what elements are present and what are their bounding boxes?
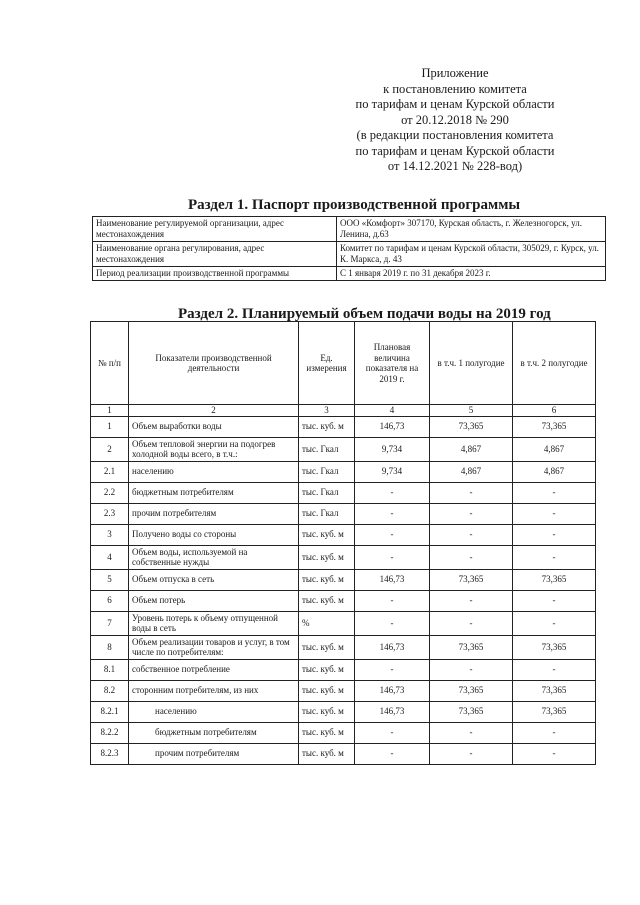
cell-unit: тыс. куб. м xyxy=(299,635,355,659)
passport-label: Наименование органа регулирования, адрес местонахождения xyxy=(93,242,337,267)
cell-n: 6 xyxy=(91,590,129,611)
column-number: 3 xyxy=(299,405,355,417)
cell-name: собственное потребление xyxy=(129,659,299,680)
cell-unit: тыс. Гкал xyxy=(299,503,355,524)
table-row xyxy=(93,267,606,281)
cell-plan: - xyxy=(355,503,430,524)
cell-h1: 73,365 xyxy=(430,416,513,437)
cell-name: Получено воды со стороны xyxy=(129,524,299,545)
cell-plan: - xyxy=(355,659,430,680)
table-row xyxy=(91,680,596,701)
cell-h1: - xyxy=(430,524,513,545)
header-cell: в т.ч. 2 полугодие xyxy=(513,322,596,405)
table-row xyxy=(91,659,596,680)
cell-h2: 4,867 xyxy=(513,461,596,482)
table-row xyxy=(91,461,596,482)
appendix-line: по тарифам и ценам Курской области xyxy=(355,143,555,158)
cell-unit: тыс. куб. м xyxy=(299,659,355,680)
header-cell: Плановая величина показателя на 2019 г. xyxy=(355,322,430,405)
cell-plan: 146,73 xyxy=(355,701,430,722)
appendix-line: от 20.12.2018 № 290 xyxy=(401,112,509,127)
cell-h2: - xyxy=(513,590,596,611)
cell-unit: тыс. куб. м xyxy=(299,416,355,437)
cell-h2: - xyxy=(513,743,596,764)
cell-h1: 73,365 xyxy=(430,635,513,659)
cell-h1: 4,867 xyxy=(430,461,513,482)
cell-unit: тыс. куб. м xyxy=(299,545,355,569)
cell-h1: - xyxy=(430,743,513,764)
cell-h2: - xyxy=(513,611,596,635)
cell-h2: - xyxy=(513,722,596,743)
cell-h2: - xyxy=(513,659,596,680)
volume-table xyxy=(90,321,596,765)
cell-unit: тыс. Гкал xyxy=(299,482,355,503)
passport-value: ООО «Комфорт» 307170, Курская область, г. Железногорск, ул. Ленина, д.63 xyxy=(337,217,606,242)
cell-plan: 146,73 xyxy=(355,680,430,701)
cell-n: 8.2.3 xyxy=(91,743,129,764)
cell-n: 8.1 xyxy=(91,659,129,680)
cell-h2: 73,365 xyxy=(513,701,596,722)
cell-plan: 9,734 xyxy=(355,437,430,461)
cell-n: 2.1 xyxy=(91,461,129,482)
cell-name: Уровень потерь к объему отпущенной воды в сеть xyxy=(129,611,299,635)
cell-h1: 73,365 xyxy=(430,701,513,722)
column-number: 2 xyxy=(129,405,299,417)
cell-n: 1 xyxy=(91,416,129,437)
table-row xyxy=(91,482,596,503)
cell-h2: - xyxy=(513,503,596,524)
cell-h2: 4,867 xyxy=(513,437,596,461)
cell-unit: тыс. куб. м xyxy=(299,701,355,722)
cell-h1: - xyxy=(430,659,513,680)
cell-h2: - xyxy=(513,545,596,569)
header-cell: Показатели производственной деятельности xyxy=(129,322,299,405)
header-cell: в т.ч. 1 полугодие xyxy=(430,322,513,405)
cell-name: бюджетным потребителям xyxy=(129,722,299,743)
cell-n: 8.2 xyxy=(91,680,129,701)
cell-h2: - xyxy=(513,482,596,503)
cell-h1: - xyxy=(430,545,513,569)
table-row xyxy=(91,524,596,545)
table-row xyxy=(91,569,596,590)
cell-unit: тыс. куб. м xyxy=(299,722,355,743)
appendix-line: по тарифам и ценам Курской области xyxy=(355,97,555,111)
passport-table xyxy=(92,216,606,281)
cell-name: сторонним потребителям, из них xyxy=(129,680,299,701)
cell-h1: 73,365 xyxy=(430,569,513,590)
passport-label: Период реализации производственной программы xyxy=(93,267,337,281)
cell-h1: - xyxy=(430,722,513,743)
passport-value: Комитет по тарифам и ценам Курской области, 305029, г. Курск, ул. К. Маркса, д. 43 xyxy=(337,242,606,267)
table-row xyxy=(91,416,596,437)
cell-plan: 146,73 xyxy=(355,416,430,437)
table-row xyxy=(91,611,596,635)
cell-n: 5 xyxy=(91,569,129,590)
cell-n: 2.3 xyxy=(91,503,129,524)
cell-unit: тыс. Гкал xyxy=(299,437,355,461)
cell-name: прочим потребителям xyxy=(129,743,299,764)
cell-plan: 146,73 xyxy=(355,635,430,659)
cell-name: прочим потребителям xyxy=(129,503,299,524)
cell-unit: тыс. куб. м xyxy=(299,590,355,611)
cell-name: населению xyxy=(129,461,299,482)
cell-h1: - xyxy=(430,611,513,635)
cell-name: Объем отпуска в сеть xyxy=(129,569,299,590)
cell-unit: тыс. куб. м xyxy=(299,524,355,545)
column-number: 1 xyxy=(91,405,129,417)
table-row xyxy=(91,635,596,659)
cell-n: 3 xyxy=(91,524,129,545)
cell-plan: - xyxy=(355,590,430,611)
cell-name: Объем тепловой энергии на подогрев холодной воды всего, в т.ч.: xyxy=(129,437,299,461)
cell-plan: - xyxy=(355,611,430,635)
cell-h1: 73,365 xyxy=(430,680,513,701)
cell-n: 8.2.1 xyxy=(91,701,129,722)
section1-title: Раздел 1. Паспорт производственной программы xyxy=(188,197,521,213)
column-number: 5 xyxy=(430,405,513,417)
table-row xyxy=(91,701,596,722)
volume-table-body xyxy=(91,416,596,764)
table-row xyxy=(91,722,596,743)
table-header-row xyxy=(91,322,596,405)
cell-unit: тыс. Гкал xyxy=(299,461,355,482)
cell-name: Объем реализации товаров и услуг, в том числе по потребителям: xyxy=(129,635,299,659)
cell-n: 8 xyxy=(91,635,129,659)
table-row xyxy=(91,545,596,569)
cell-plan: 9,734 xyxy=(355,461,430,482)
cell-name: Объем воды, используемой на собственные нужды xyxy=(129,545,299,569)
appendix-block xyxy=(330,66,580,175)
table-row xyxy=(91,437,596,461)
cell-h2: 73,365 xyxy=(513,569,596,590)
column-number: 4 xyxy=(355,405,430,417)
table-row xyxy=(91,503,596,524)
cell-name: Объем потерь xyxy=(129,590,299,611)
column-number-row xyxy=(91,405,596,417)
passport-value: С 1 января 2019 г. по 31 декабря 2023 г. xyxy=(337,267,606,281)
appendix-line: от 14.12.2021 № 228-вод) xyxy=(387,159,523,173)
cell-h1: - xyxy=(430,482,513,503)
cell-plan: - xyxy=(355,545,430,569)
cell-h1: - xyxy=(430,503,513,524)
table-row xyxy=(93,242,606,267)
cell-plan: 146,73 xyxy=(355,569,430,590)
cell-h2: - xyxy=(513,524,596,545)
header-cell: № п/п xyxy=(91,322,129,405)
cell-unit: тыс. куб. м xyxy=(299,680,355,701)
cell-h1: 4,867 xyxy=(430,437,513,461)
header-cell: Ед. измерения xyxy=(299,322,355,405)
cell-h2: 73,365 xyxy=(513,680,596,701)
cell-h2: 73,365 xyxy=(513,416,596,437)
section2-title: Раздел 2. Планируемый объем подачи воды на 2019 год xyxy=(178,306,551,322)
cell-h2: 73,365 xyxy=(513,635,596,659)
appendix-line: к постановлению комитета xyxy=(383,81,527,96)
appendix-line: Приложение xyxy=(421,66,489,80)
cell-n: 2 xyxy=(91,437,129,461)
cell-name: бюджетным потребителям xyxy=(129,482,299,503)
cell-h1: - xyxy=(430,590,513,611)
table-row xyxy=(91,590,596,611)
cell-plan: - xyxy=(355,743,430,764)
cell-unit: % xyxy=(299,611,355,635)
column-number: 6 xyxy=(513,405,596,417)
cell-unit: тыс. куб. м xyxy=(299,569,355,590)
cell-plan: - xyxy=(355,722,430,743)
cell-plan: - xyxy=(355,482,430,503)
cell-n: 8.2.2 xyxy=(91,722,129,743)
cell-n: 4 xyxy=(91,545,129,569)
cell-name: Объем выработки воды xyxy=(129,416,299,437)
table-row xyxy=(93,217,606,242)
cell-name: населению xyxy=(129,701,299,722)
table-row xyxy=(91,743,596,764)
cell-n: 2.2 xyxy=(91,482,129,503)
passport-label: Наименование регулируемой организации, адрес местонахождения xyxy=(93,217,337,242)
cell-n: 7 xyxy=(91,611,129,635)
appendix-line: (в редакции постановления комитета xyxy=(356,128,554,142)
cell-unit: тыс. куб. м xyxy=(299,743,355,764)
cell-plan: - xyxy=(355,524,430,545)
